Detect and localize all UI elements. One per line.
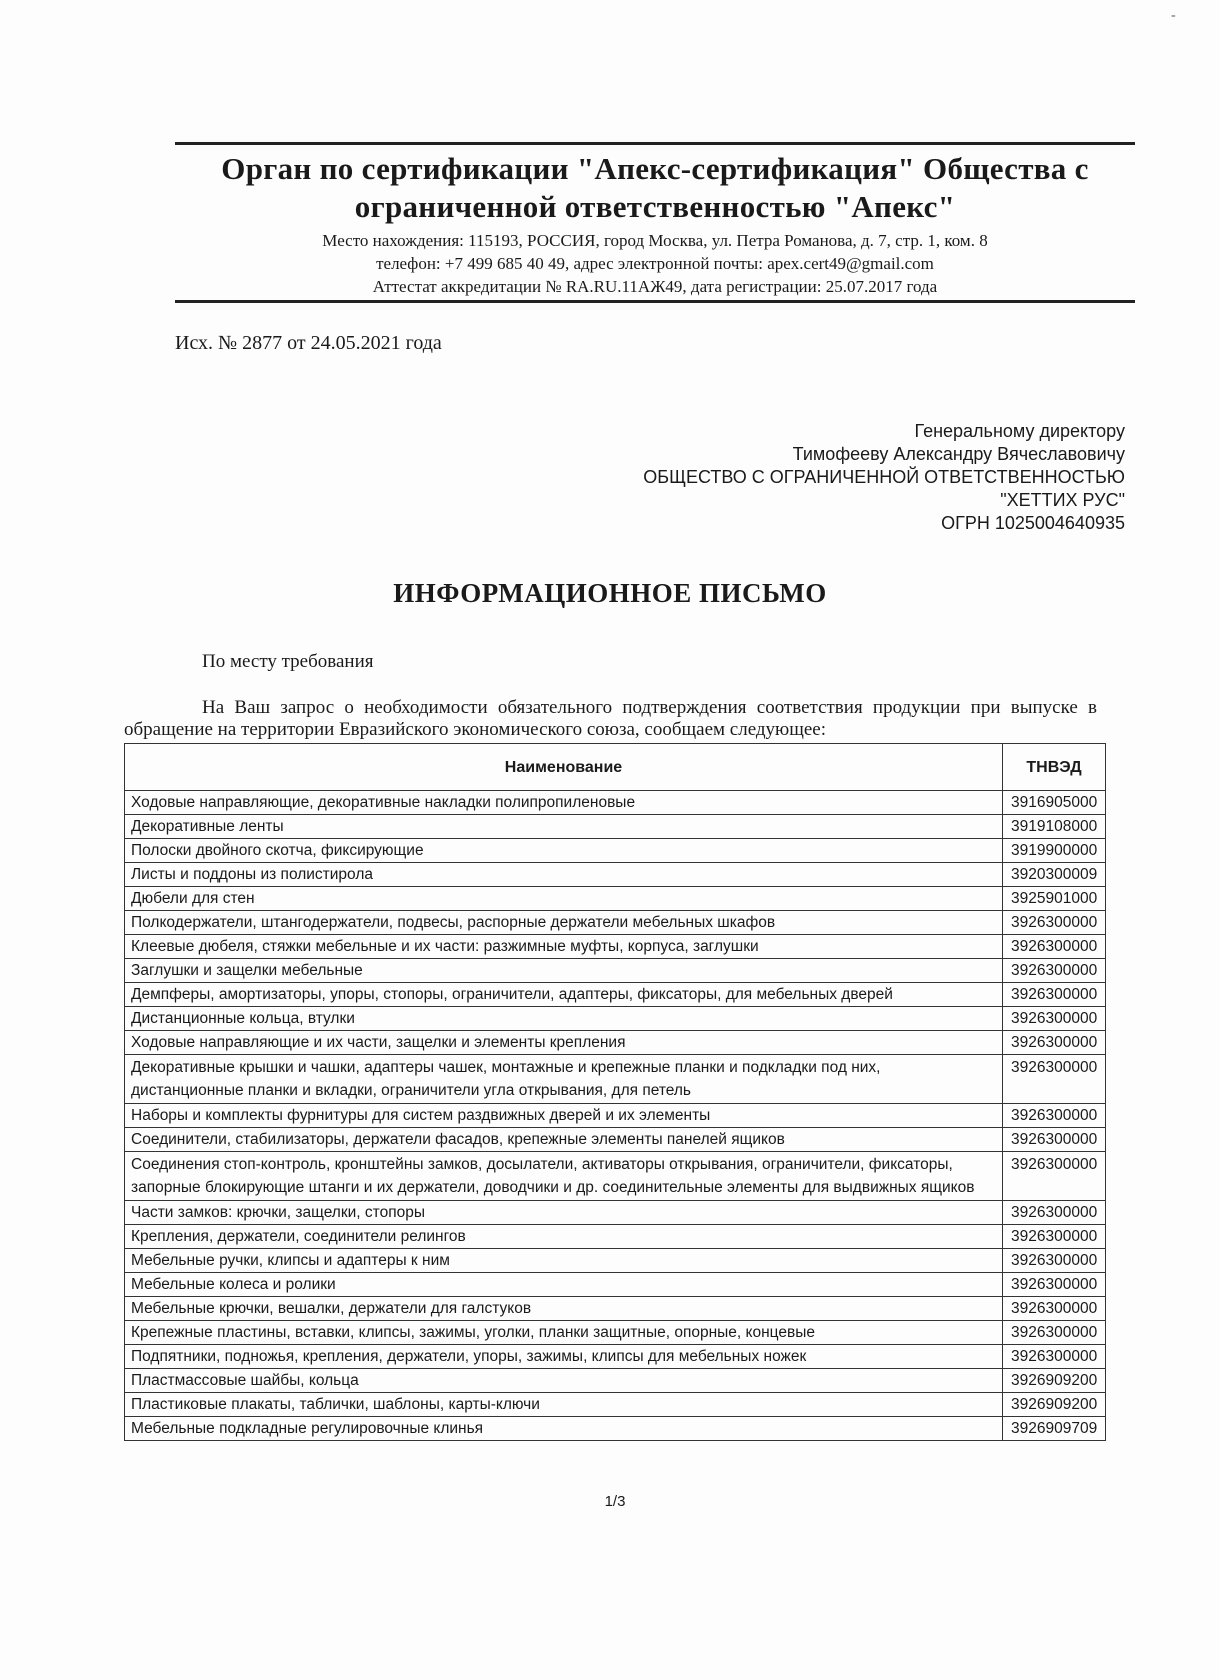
- addressee-ogrn: ОГРН 1025004640935: [941, 513, 1125, 533]
- tnved-code-cell: 3925901000: [1003, 887, 1106, 911]
- product-name-cell: Мебельные крючки, вешалки, держатели для галстуков: [125, 1297, 1003, 1321]
- product-name-cell: Дюбели для стен: [125, 887, 1003, 911]
- product-name-cell: Мебельные колеса и ролики: [125, 1273, 1003, 1297]
- intro-paragraph: На Ваш запрос о необходимости обязательного подтверждения соответствия продукции при выпуске в обращение на территории Евразийского экономического союза, сообщаем следующее:: [124, 697, 1097, 740]
- product-name-cell: Пластмассовые шайбы, кольца: [125, 1369, 1003, 1393]
- header-bottom-rule: [175, 300, 1135, 303]
- table-row: [125, 815, 1106, 839]
- product-name-cell: Клеевые дюбеля, стяжки мебельные и их части: разжимные муфты, корпуса, заглушки: [125, 935, 1003, 959]
- column-header-code: ТНВЭД: [1003, 744, 1106, 791]
- product-name-cell: Пластиковые плакаты, таблички, шаблоны, карты-ключи: [125, 1393, 1003, 1417]
- table-row: [125, 1393, 1106, 1417]
- tnved-code-cell: 3926300000: [1003, 1128, 1106, 1152]
- tnved-code-cell: 3926300000: [1003, 911, 1106, 935]
- table-row: [125, 887, 1106, 911]
- header-top-rule: [175, 142, 1135, 145]
- tnved-code-cell: 3920300009: [1003, 863, 1106, 887]
- addressee-company-type: ОБЩЕСТВО С ОГРАНИЧЕННОЙ ОТВЕТСТВЕННОСТЬЮ: [643, 467, 1125, 487]
- table-row: [125, 1273, 1106, 1297]
- org-name-line2: ограниченной ответственностью "Апекс": [354, 189, 956, 224]
- product-name-cell: Подпятники, подножья, крепления, держатели, упоры, зажимы, клипсы для мебельных ножек: [125, 1345, 1003, 1369]
- corner-mark: -: [1171, 8, 1176, 23]
- product-name-cell: Крепежные пластины, вставки, клипсы, зажимы, уголки, планки защитные, опорные, концевые: [125, 1321, 1003, 1345]
- table-row: [125, 1055, 1106, 1104]
- table-row: [125, 935, 1106, 959]
- tnved-code-cell: 3926300000: [1003, 1273, 1106, 1297]
- org-address: Место нахождения: 115193, РОССИЯ, город Москва, ул. Петра Романова, д. 7, стр. 1, ком. 8: [322, 231, 988, 250]
- outgoing-number: Исх. № 2877 от 24.05.2021 года: [175, 332, 442, 354]
- tnved-code-cell: 3926300000: [1003, 1104, 1106, 1128]
- table-row: [125, 863, 1106, 887]
- addressee-person: Тимофееву Александру Вячеславовичу: [792, 444, 1125, 464]
- tnved-code-cell: 3926909200: [1003, 1393, 1106, 1417]
- table-row: [125, 1297, 1106, 1321]
- goods-table-body: [125, 791, 1106, 1441]
- table-row: [125, 791, 1106, 815]
- product-name-cell: Декоративные ленты: [125, 815, 1003, 839]
- table-row: [125, 1417, 1106, 1441]
- table-row: [125, 1201, 1106, 1225]
- table-row: [125, 911, 1106, 935]
- product-name-cell: Мебельные ручки, клипсы и адаптеры к ним: [125, 1249, 1003, 1273]
- table-row: [125, 1321, 1106, 1345]
- tnved-code-cell: 3926300000: [1003, 1345, 1106, 1369]
- letter-title: ИНФОРМАЦИОННОЕ ПИСЬМО: [393, 578, 827, 608]
- product-name-cell: Крепления, держатели, соединители релингов: [125, 1225, 1003, 1249]
- table-row: [125, 959, 1106, 983]
- product-name-cell: Мебельные подкладные регулировочные клинья: [125, 1417, 1003, 1441]
- table-row: [125, 1225, 1106, 1249]
- product-name-cell: Листы и поддоны из полистирола: [125, 863, 1003, 887]
- table-header-row: [125, 744, 1106, 791]
- tnved-code-cell: 3926300000: [1003, 1249, 1106, 1273]
- product-name-cell: Соединители, стабилизаторы, держатели фасадов, крепежные элементы панелей ящиков: [125, 1128, 1003, 1152]
- table-row: [125, 1128, 1106, 1152]
- tnved-code-cell: 3926300000: [1003, 959, 1106, 983]
- column-header-name: Наименование: [125, 744, 1003, 791]
- table-row: [125, 839, 1106, 863]
- tnved-code-cell: 3926300000: [1003, 1297, 1106, 1321]
- product-name-cell: Заглушки и защелки мебельные: [125, 959, 1003, 983]
- tnved-code-cell: 3926300000: [1003, 1031, 1106, 1055]
- tnved-code-cell: 3916905000: [1003, 791, 1106, 815]
- letterhead: [175, 142, 1135, 303]
- product-name-cell: Демпферы, амортизаторы, упоры, стопоры, ограничители, адаптеры, фиксаторы, для мебельных дверей: [125, 983, 1003, 1007]
- place-of-request: По месту требования: [202, 651, 374, 672]
- product-name-cell: Полоски двойного скотча, фиксирующие: [125, 839, 1003, 863]
- tnved-code-cell: 3926300000: [1003, 935, 1106, 959]
- product-name-cell: Дистанционные кольца, втулки: [125, 1007, 1003, 1031]
- tnved-code-cell: 3919900000: [1003, 839, 1106, 863]
- product-name-cell: Части замков: крючки, защелки, стопоры: [125, 1201, 1003, 1225]
- tnved-code-cell: 3919108000: [1003, 815, 1106, 839]
- table-row: [125, 1007, 1106, 1031]
- org-accreditation: Аттестат аккредитации № RA.RU.11АЖ49, дата регистрации: 25.07.2017 года: [372, 277, 938, 296]
- addressee-block: [643, 420, 1125, 535]
- table-row: [125, 1249, 1106, 1273]
- goods-table: [124, 743, 1106, 1441]
- table-row: [125, 1345, 1106, 1369]
- product-name-cell: Декоративные крышки и чашки, адаптеры чашек, монтажные и крепежные планки и подкладки под них, дистанционные планки и вкладки, ограничители угла открывания, для петель: [125, 1055, 1003, 1104]
- product-name-cell: Полкодержатели, штангодержатели, подвесы, распорные держатели мебельных шкафов: [125, 911, 1003, 935]
- org-name-line1: Орган по сертификации "Апекс-сертификация" Общества с: [221, 151, 1089, 186]
- product-name-cell: Соединения стоп-контроль, кронштейны замков, досылатели, активаторы открывания, ограничители, фиксаторы, запорные блокирующие штанги и их держатели, доводчики и др. соединительные элементы для выдвижных ящиков: [125, 1152, 1003, 1201]
- page-number: 1/3: [604, 1493, 626, 1510]
- product-name-cell: Ходовые направляющие, декоративные накладки полипропиленовые: [125, 791, 1003, 815]
- table-row: [125, 1369, 1106, 1393]
- table-row: [125, 983, 1106, 1007]
- tnved-code-cell: 3926300000: [1003, 1055, 1106, 1104]
- addressee-position: Генеральному директору: [914, 421, 1125, 441]
- org-contacts: телефон: +7 499 685 40 49, адрес электронной почты: apex.cert49@gmail.com: [376, 254, 934, 273]
- tnved-code-cell: 3926909200: [1003, 1369, 1106, 1393]
- product-name-cell: Ходовые направляющие и их части, защелки и элементы крепления: [125, 1031, 1003, 1055]
- tnved-code-cell: 3926300000: [1003, 1321, 1106, 1345]
- table-row: [125, 1152, 1106, 1201]
- tnved-code-cell: 3926300000: [1003, 1201, 1106, 1225]
- tnved-code-cell: 3926300000: [1003, 1152, 1106, 1201]
- tnved-code-cell: 3926300000: [1003, 1225, 1106, 1249]
- addressee-company-name: "ХЕТТИХ РУС": [1000, 490, 1125, 510]
- tnved-code-cell: 3926909709: [1003, 1417, 1106, 1441]
- table-row: [125, 1031, 1106, 1055]
- product-name-cell: Наборы и комплекты фурнитуры для систем раздвижных дверей и их элементы: [125, 1104, 1003, 1128]
- tnved-code-cell: 3926300000: [1003, 1007, 1106, 1031]
- tnved-code-cell: 3926300000: [1003, 983, 1106, 1007]
- table-row: [125, 1104, 1106, 1128]
